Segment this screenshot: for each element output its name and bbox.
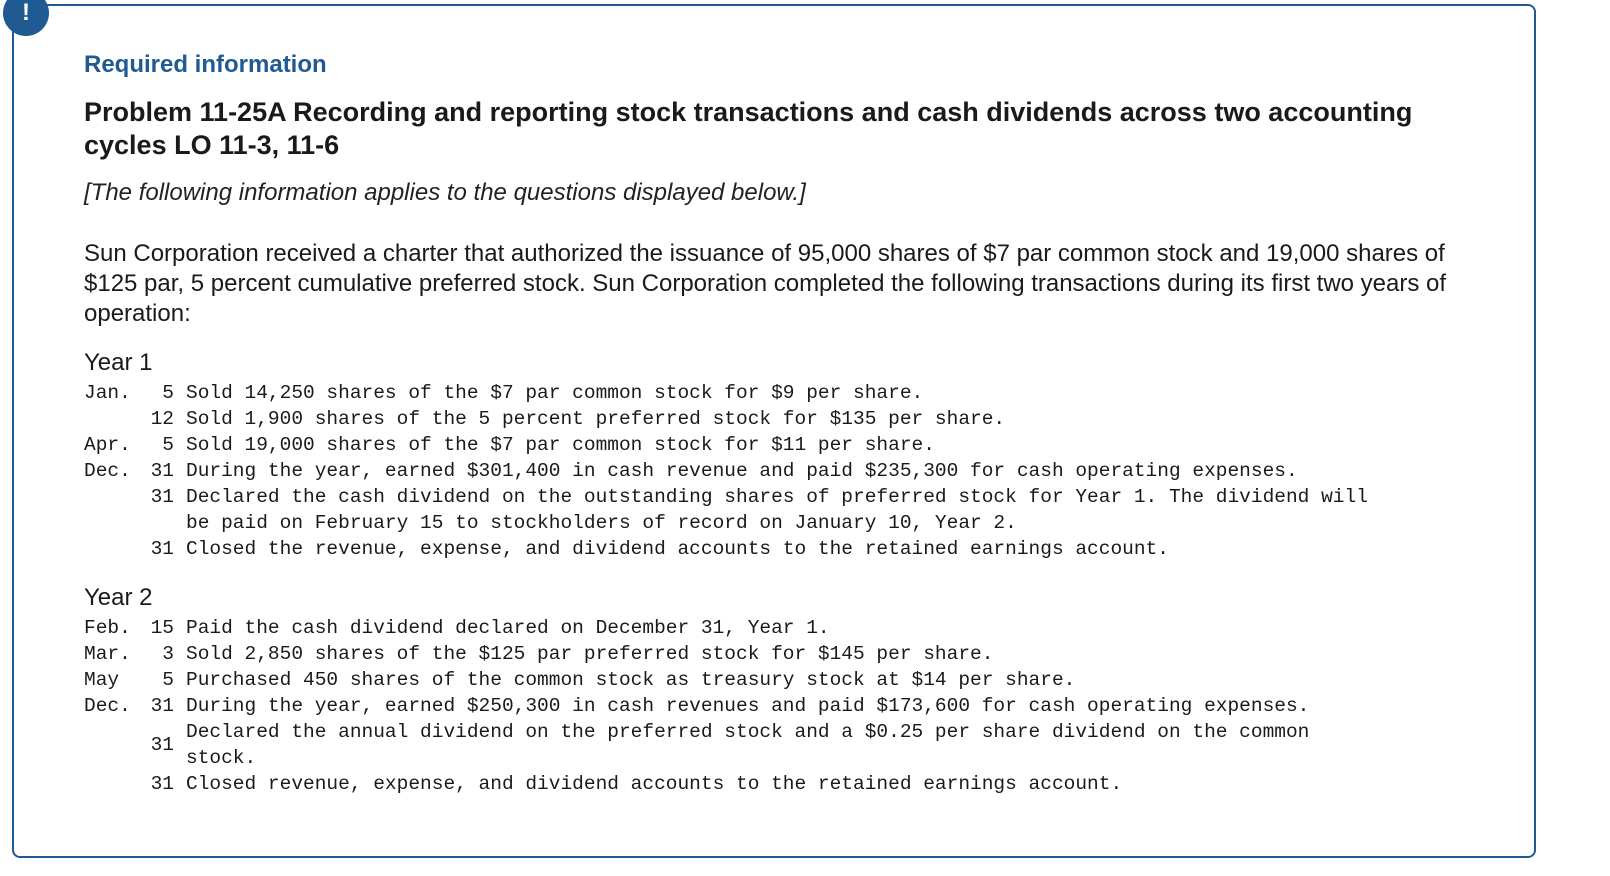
transaction-day: 31 bbox=[150, 538, 174, 560]
transaction-row bbox=[84, 641, 1376, 667]
transaction-month: Feb. bbox=[84, 617, 131, 639]
transaction-description: Declared the annual dividend on the preferred stock and a $0.25 per share dividend on the common stock. bbox=[186, 721, 1310, 769]
transaction-description: Closed revenue, expense, and dividend accounts to the retained earnings account. bbox=[186, 773, 1123, 795]
year-1-heading: Year 1 bbox=[84, 349, 153, 376]
transaction-month bbox=[84, 406, 136, 432]
transaction-row bbox=[84, 771, 1376, 797]
transaction-day: 3 bbox=[162, 643, 174, 665]
transaction-row bbox=[84, 693, 1376, 719]
transaction-description: During the year, earned $301,400 in cash revenue and paid $235,300 for cash operating expenses. bbox=[186, 460, 1298, 482]
transaction-row bbox=[84, 615, 1376, 641]
intro-paragraph: Sun Corporation received a charter that authorized the issuance of 95,000 shares of $7 par common stock and 19,000 shares of $125 par, 5 percent cumulative preferred stock. Sun Corporation completed the following transactions during its first two years of operation: bbox=[84, 240, 1447, 327]
transaction-day: 5 bbox=[162, 434, 174, 456]
transaction-month: May bbox=[84, 669, 120, 691]
transaction-row bbox=[84, 406, 1376, 432]
transaction-month: Mar. bbox=[84, 643, 131, 665]
alert-icon: ! bbox=[3, 0, 49, 36]
transaction-month: Jan. bbox=[84, 382, 131, 404]
transaction-month: Apr. bbox=[84, 434, 131, 456]
transaction-day: 31 bbox=[150, 486, 174, 508]
transaction-month bbox=[84, 771, 136, 797]
transaction-row bbox=[84, 667, 1376, 693]
year-1-transactions bbox=[84, 380, 1376, 562]
transaction-month: Dec. bbox=[84, 460, 131, 482]
year-2-transactions bbox=[84, 615, 1376, 797]
transaction-day: 31 bbox=[150, 734, 174, 756]
required-info-card bbox=[12, 4, 1536, 858]
transaction-description: Paid the cash dividend declared on December 31, Year 1. bbox=[186, 617, 830, 639]
transaction-month: Dec. bbox=[84, 695, 131, 717]
transaction-month bbox=[84, 484, 136, 536]
transaction-description: Closed the revenue, expense, and dividend accounts to the retained earnings account. bbox=[186, 538, 1169, 560]
transaction-day: 12 bbox=[150, 408, 174, 430]
transaction-day: 31 bbox=[150, 773, 174, 795]
transaction-row bbox=[84, 484, 1376, 536]
transaction-description: Sold 19,000 shares of the $7 par common stock for $11 per share. bbox=[186, 434, 935, 456]
transaction-row bbox=[84, 380, 1376, 406]
transaction-description: During the year, earned $250,300 in cash revenues and paid $173,600 for cash operating expenses. bbox=[186, 695, 1310, 717]
transaction-row bbox=[84, 458, 1376, 484]
transaction-description: Purchased 450 shares of the common stock as treasury stock at $14 per share. bbox=[186, 669, 1076, 691]
transaction-row bbox=[84, 536, 1376, 562]
transaction-month bbox=[84, 536, 136, 562]
problem-title: Problem 11-25A Recording and reporting stock transactions and cash dividends across two accounting cycles LO 11-3, 11-6 bbox=[84, 97, 1413, 160]
transaction-row bbox=[84, 432, 1376, 458]
year-2-heading: Year 2 bbox=[84, 584, 153, 611]
applies-note: [The following information applies to the questions displayed below.] bbox=[84, 179, 806, 206]
transaction-day: 5 bbox=[162, 382, 174, 404]
transaction-day: 15 bbox=[150, 617, 174, 639]
transaction-day: 31 bbox=[150, 695, 174, 717]
required-info-label: Required information bbox=[84, 51, 327, 78]
transaction-day: 5 bbox=[162, 669, 174, 691]
transaction-month bbox=[84, 719, 136, 771]
transaction-description: Sold 1,900 shares of the 5 percent preferred stock for $135 per share. bbox=[186, 408, 1006, 430]
transaction-description: Sold 14,250 shares of the $7 par common stock for $9 per share. bbox=[186, 382, 924, 404]
transaction-row bbox=[84, 719, 1376, 771]
transaction-description: Declared the cash dividend on the outstanding shares of preferred stock for Year 1. The dividend will be paid on February 15 to stockholders of record on January 10, Year 2. bbox=[186, 486, 1368, 534]
transaction-description: Sold 2,850 shares of the $125 par preferred stock for $145 per share. bbox=[186, 643, 994, 665]
transaction-day: 31 bbox=[150, 460, 174, 482]
